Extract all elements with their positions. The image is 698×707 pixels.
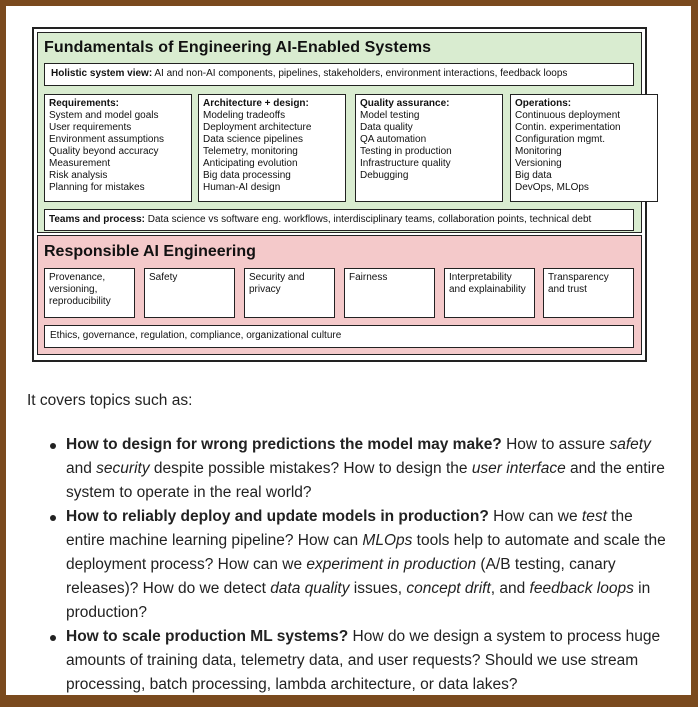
page [6, 6, 691, 695]
question-heading: How to reliably deploy and update models in production? [66, 508, 489, 525]
bullet-icon [50, 635, 56, 641]
question-text: despite possible mistakes? How to design the [149, 460, 472, 477]
responsible-section [37, 235, 642, 355]
topic-item: Measurement [49, 158, 111, 169]
question-text: How can we [488, 508, 582, 525]
topic-item: Big data [515, 170, 552, 181]
responsible-topic-box: Security and privacy [244, 268, 335, 318]
question-heading: How to scale production ML systems? [66, 628, 349, 645]
topic-column-heading: Quality assurance: [360, 98, 450, 109]
topic-item: Deployment architecture [203, 122, 312, 133]
ethics-box: Ethics, governance, regulation, compliance, organizational culture [44, 325, 634, 348]
responsible-title: Responsible AI Engineering [44, 243, 256, 260]
question-text: How do we design a system to process huge amounts of training data, telemetry data, and user requests? Should we use stream processing, batch processing, lambda architecture, or data lakes? [66, 628, 661, 693]
topic-item: Data quality [360, 122, 413, 133]
emphasized-term: feedback loops [529, 580, 634, 597]
topic-item: Telemetry, monitoring [203, 146, 298, 157]
topic-item: Anticipating evolution [203, 158, 298, 169]
question-text: (A/B testing, canary releases)? How do we detect [66, 556, 616, 597]
fundamentals-title: Fundamentals of Engineering AI-Enabled Systems [44, 39, 432, 56]
responsible-topic-box: Transparency and trust [543, 268, 634, 318]
topic-item: Infrastructure quality [360, 158, 451, 169]
topic-item: Continuous deployment [515, 110, 621, 121]
emphasized-term: user interface [471, 460, 566, 477]
topic-item: Environment assumptions [49, 134, 165, 145]
intro-text: It covers topics such as: [27, 392, 193, 409]
topic-item: Modeling tradeoffs [203, 110, 286, 121]
teams-text: Data science vs software eng. workflows, interdisciplinary teams, collaboration points, technical debt [147, 214, 592, 225]
responsible-topic-box: Provenance, versioning, reproducibility [44, 268, 135, 318]
topic-item: Risk analysis [49, 170, 108, 181]
emphasized-term: test [581, 508, 607, 525]
topic-list [66, 433, 666, 695]
bullet-icon [50, 515, 56, 521]
topic-item: Debugging [360, 170, 409, 181]
topic-item: Monitoring [515, 146, 562, 157]
topic-list-item [66, 433, 666, 505]
topic-list-item [66, 625, 666, 695]
topic-column [355, 94, 503, 202]
emphasized-term: data quality [270, 580, 350, 597]
topic-item: Versioning [515, 158, 562, 169]
fundamentals-section [37, 32, 642, 233]
topic-column [44, 94, 192, 202]
question-text: in production? [66, 580, 651, 621]
topic-column-heading: Architecture + design: [203, 98, 309, 109]
topic-column-heading: Operations: [515, 98, 572, 109]
question-text: , and [490, 580, 530, 597]
holistic-box [44, 63, 634, 86]
topic-item: Big data processing [203, 170, 291, 181]
question-text: How to assure [501, 436, 610, 453]
topic-item: Testing in production [360, 146, 452, 157]
question-text: tools help to automate and scale the deployment process? How can we [66, 532, 666, 573]
topic-column [198, 94, 346, 202]
responsible-topic-box: Interpretability and explainability [444, 268, 535, 318]
question-text: and the entire system to operate in the real world? [66, 460, 665, 501]
holistic-text: AI and non-AI components, pipelines, stakeholders, environment interactions, feedback loops [154, 68, 568, 79]
topic-item: Configuration mgmt. [515, 134, 606, 145]
topic-item: Human-AI design [203, 182, 281, 193]
topic-item: Contin. experimentation [515, 122, 621, 133]
responsible-topic-box: Safety [144, 268, 235, 318]
question-text: issues, [349, 580, 407, 597]
teams-label: Teams and process: [49, 214, 145, 225]
emphasized-term: safety [609, 436, 651, 453]
emphasized-term: MLOps [362, 532, 413, 549]
topic-item: Model testing [360, 110, 420, 121]
topic-item: QA automation [360, 134, 427, 145]
topic-item: System and model goals [49, 110, 159, 121]
course-diagram [32, 27, 647, 362]
topic-item: Quality beyond accuracy [49, 146, 159, 157]
teams-box [44, 209, 634, 231]
question-text: and [66, 460, 97, 477]
emphasized-term: concept drift [406, 580, 491, 597]
topic-column [510, 94, 658, 202]
topic-column-heading: Requirements: [49, 98, 120, 109]
bullet-icon [50, 443, 56, 449]
holistic-label: Holistic system view: [51, 68, 153, 79]
topic-item: DevOps, MLOps [515, 182, 589, 193]
topic-item: Planning for mistakes [49, 182, 145, 193]
emphasized-term: experiment in production [306, 556, 477, 573]
question-text: the entire machine learning pipeline? How can [66, 508, 633, 549]
responsible-topic-box: Fairness [344, 268, 435, 318]
topic-list-item [66, 505, 666, 625]
topic-item: User requirements [49, 122, 132, 133]
question-heading: How to design for wrong predictions the model may make? [66, 436, 502, 453]
topic-item: Data science pipelines [203, 134, 304, 145]
emphasized-term: security [96, 460, 150, 477]
